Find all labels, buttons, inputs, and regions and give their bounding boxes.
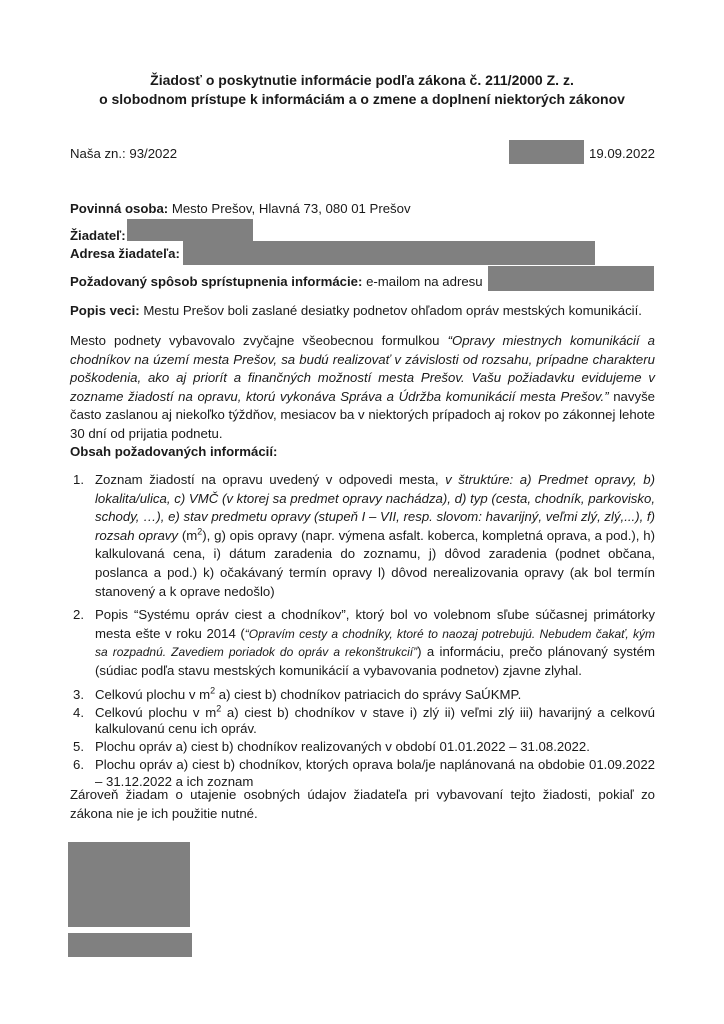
redacted-applicant-address	[183, 241, 595, 265]
body-quote: “Opravy miestnych komunikácií a chodníkov na území mesta Prešov, sa budú realizovať v závislosti od rozsahu, prípadne charakteru poškodenia, ako aj priorít a finančných možností mesta Prešov. Vašu požiadavku evidujeme v zozname žiadostí na opravu, ktorú vykonáva Správa a Údržba komunikácií mesta Prešov.”	[70, 333, 655, 404]
delivery-method-value: e-mailom na adresu	[366, 274, 483, 289]
list-item: 6. Plochu opráv a) ciest b) chodníkov, ktorých oprava bola/je naplánovaná na obdobie 01.09.2022 – 31.12.2022 a ich zoznam	[73, 757, 655, 789]
subject	[70, 302, 642, 320]
obligated-person-label: Povinná osoba:	[70, 201, 169, 216]
redacted-signatory-name	[68, 933, 192, 957]
list-item: 4. Celkovú plochu v $m^2$ a) ciest b) chodníkov v stave i) zlý ii) veľmi zlý iii) havarijný a celkovú kalkulovanú cenu ich opráv.	[73, 703, 655, 736]
reference-number: Naša zn.: 93/2022	[70, 146, 178, 161]
body-paragraph	[70, 332, 655, 444]
list-item: 1. Zoznam žiadostí na opravu uvedený v odpovedi mesta, v štruktúre: a) Predmet opravy, b) lokalita/ulica, c) VMČ (v ktorej sa predmet opravy nachádza), d) typ (cesta, chodník, parkovisko, schody, …), e) stav predmetu opravy (stupeň I – VII, resp. slovom: havarijný, veľmi zlý, zlý,...), f) rozsah opravy $(m^2)$, g) opis opravy (napr. výmena asfalt. koberca, kompletná oprava, a pod.), h) kalkulovaná cena, i) dátum zaradenia do zoznamu, j) dôvod zaradenia (podnet občana, poslanca a pod.) k) očakávaný termín opravy l) dôvod nerealizovania opravy (ak bol termín stanovený a k oprave nedošlo)	[73, 472, 656, 599]
delivery-method	[70, 273, 483, 291]
body-text-a: Mesto podnety vybavovalo zvyčajne všeobecnou formulkou	[70, 333, 448, 348]
subject-label: Popis veci:	[70, 303, 140, 318]
obligated-person-value: Mesto Prešov, Hlavná 73, 080 01 Prešov	[171, 201, 411, 216]
content-heading: Obsah požadovaných informácií:	[70, 444, 278, 459]
list-item: 5. Plochu opráv a) ciest b) chodníkov realizovaných v období 01.01.2022 – 31.08.2022.	[73, 739, 590, 755]
document-date: 19.09.2022	[589, 146, 656, 161]
subject-value: Mestu Prešov boli zaslané desiatky podnetov ohľadom opráv mestských komunikácií.	[143, 303, 642, 318]
redacted-email	[488, 266, 654, 291]
applicant-label: Žiadateľ:	[70, 228, 126, 243]
title-line-1: Žiadosť o poskytnutie informácie podľa zákona č. 211/2000 Z. z.	[150, 72, 574, 88]
delivery-method-label: Požadovaný spôsob sprístupnenia informácie:	[70, 274, 363, 289]
redacted-signature	[68, 842, 190, 927]
closing-paragraph: Zároveň žiadam o utajenie osobných údajov žiadateľa pri vybavovaní tejto žiadosti, pokiaľ zo zákona nie je ich použitie nutné.	[70, 787, 655, 821]
list-item: 2. Popis “Systému opráv ciest a chodníkov”, ktorý bol vo volebnom sľube súčasnej primátorky mesta ešte v roku 2014 (“Opravím cesty a chodníky, ktoré to naozaj potrebujú. Nebudem čakať, kým sa rozpadnú. Zavediem poriadok do opráv a rekonštrukcií”) a informáciu, prečo plánovaný systém (súdiac podľa stavu mestských komunikácií a vybavovania podnetov) zjavne zlyhal.	[73, 607, 655, 678]
obligated-person	[70, 200, 411, 218]
redacted-applicant-name	[127, 219, 253, 241]
requested-information-list	[70, 471, 655, 790]
body-text-b: navyše často zaslanou aj niekoľko týždňov, mesiacov ba v niektorých prípadoch aj rokov po zákonnej lehote 30 dní od prijatia podnetu.	[70, 388, 656, 441]
redacted-place	[509, 140, 584, 164]
applicant-address-label: Adresa žiadateľa:	[70, 246, 180, 261]
list-item: 3. Celkovú plochu v $m^2$ a) ciest b) chodníkov patriacich do správy SaÚKMP.	[73, 685, 522, 702]
document-title	[60, 71, 664, 109]
title-line-2: o slobodnom prístupe k informáciám a o zmene a doplnení niektorých zákonov	[99, 91, 625, 107]
